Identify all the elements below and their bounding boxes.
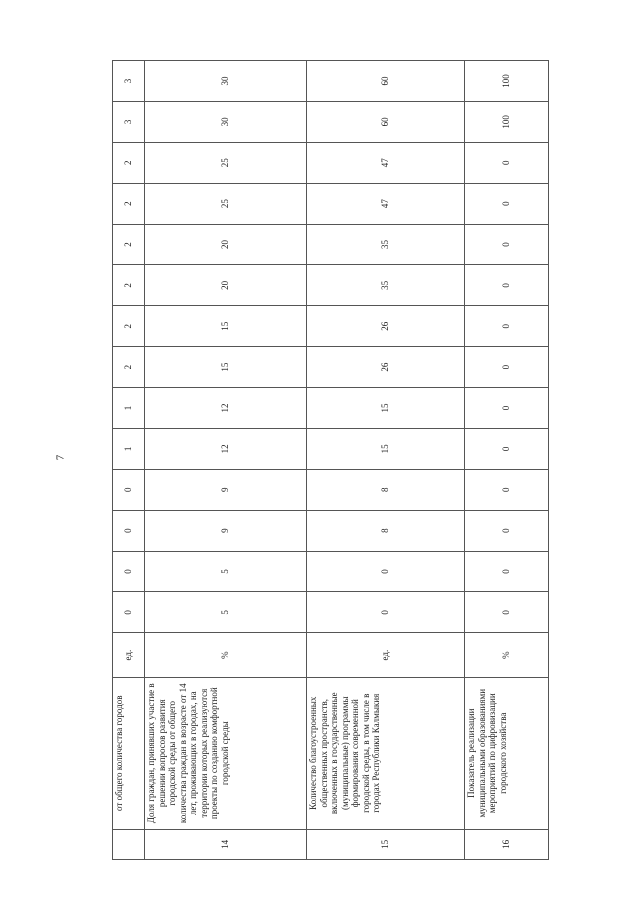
value-cell: 0 [307, 592, 465, 633]
value-cell: 5 [145, 551, 307, 592]
value-cell: 0 [465, 347, 549, 388]
table-row [113, 61, 145, 860]
value-cell: 0 [465, 551, 549, 592]
value-cell: 0 [465, 183, 549, 224]
unit-cell: % [145, 633, 307, 678]
value-cell: 2 [113, 224, 145, 265]
value-cell: 30 [145, 61, 307, 102]
table-row [307, 61, 465, 860]
value-cell: 1 [113, 388, 145, 429]
value-cell: 5 [145, 592, 307, 633]
value-cell: 15 [307, 388, 465, 429]
value-cell: 0 [465, 306, 549, 347]
value-cell: 26 [307, 347, 465, 388]
value-cell: 12 [145, 388, 307, 429]
indicator-name-cell: Показатель реализации муниципальными образованиями мероприятий по цифровизации городского хозяйства [465, 677, 549, 829]
indicator-name-cell: Доля граждан, принявших участие в решении вопросов развития городской среды от общего количества граждан в возрасте от 14 лет, проживающих в городах, на территории которых реализуются проекты по созданию комфортной городской среды [145, 677, 307, 829]
value-cell: 9 [145, 469, 307, 510]
value-cell: 2 [113, 183, 145, 224]
value-cell: 100 [465, 101, 549, 142]
value-cell: 0 [465, 592, 549, 633]
indicator-name-cell: от общего количества городов [113, 677, 145, 829]
value-cell: 8 [307, 510, 465, 551]
value-cell: 0 [465, 265, 549, 306]
value-cell: 35 [307, 265, 465, 306]
value-cell: 15 [145, 306, 307, 347]
value-cell: 2 [113, 142, 145, 183]
value-cell: 0 [307, 551, 465, 592]
value-cell: 2 [113, 306, 145, 347]
unit-cell: ед. [113, 633, 145, 678]
value-cell: 3 [113, 101, 145, 142]
value-cell: 25 [145, 142, 307, 183]
value-cell: 47 [307, 183, 465, 224]
value-cell: 8 [307, 469, 465, 510]
value-cell: 0 [113, 551, 145, 592]
unit-cell: % [465, 633, 549, 678]
page-number: 7 [54, 454, 67, 461]
value-cell: 60 [307, 101, 465, 142]
table-row [145, 61, 307, 860]
value-cell: 30 [145, 101, 307, 142]
value-cell: 0 [465, 388, 549, 429]
value-cell: 60 [307, 61, 465, 102]
value-cell: 20 [145, 224, 307, 265]
value-cell: 15 [145, 347, 307, 388]
value-cell: 0 [465, 142, 549, 183]
value-cell: 20 [145, 265, 307, 306]
value-cell: 0 [465, 428, 549, 469]
value-cell: 0 [465, 224, 549, 265]
value-cell: 0 [113, 510, 145, 551]
value-cell: 0 [465, 469, 549, 510]
indicator-name-cell: Количество благоустроенных общественных пространств, включенных в государственные (муниципальные) программы формирования современной городской среды, в том числе в городах Республики Калмыкия [307, 677, 465, 829]
value-cell: 0 [113, 592, 145, 633]
value-cell: 1 [113, 428, 145, 469]
value-cell: 0 [113, 469, 145, 510]
row-number-cell: 15 [307, 829, 465, 859]
value-cell: 35 [307, 224, 465, 265]
table-row [465, 61, 549, 860]
indicators-table [112, 60, 549, 860]
value-cell: 25 [145, 183, 307, 224]
row-number-cell: 16 [465, 829, 549, 859]
row-number-cell [113, 829, 145, 859]
value-cell: 100 [465, 61, 549, 102]
value-cell: 47 [307, 142, 465, 183]
value-cell: 0 [465, 510, 549, 551]
row-number-cell: 14 [145, 829, 307, 859]
rotated-table-container [112, 60, 548, 860]
value-cell: 12 [145, 428, 307, 469]
unit-cell: ед. [307, 633, 465, 678]
value-cell: 2 [113, 347, 145, 388]
value-cell: 15 [307, 428, 465, 469]
value-cell: 3 [113, 61, 145, 102]
value-cell: 2 [113, 265, 145, 306]
value-cell: 9 [145, 510, 307, 551]
value-cell: 26 [307, 306, 465, 347]
